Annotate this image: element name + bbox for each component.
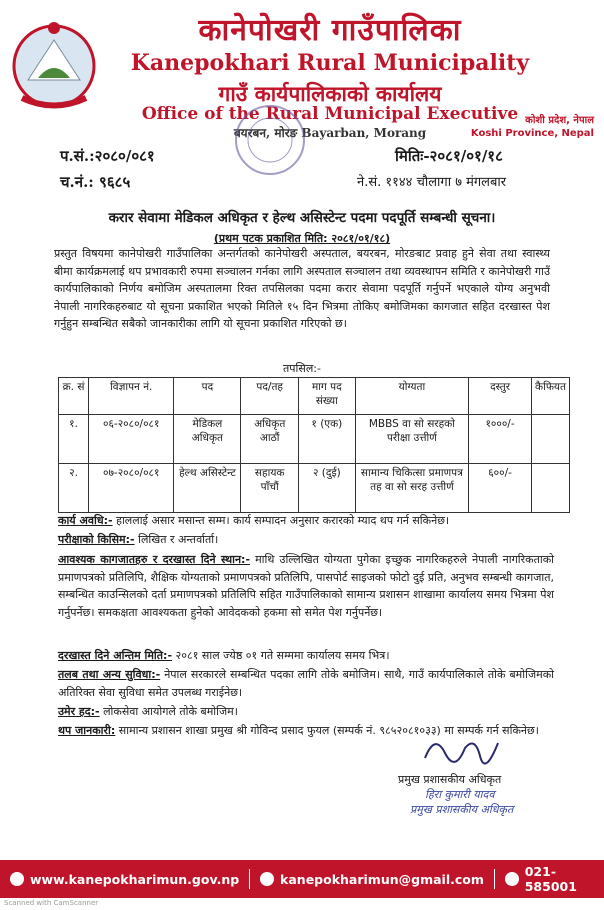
cell-fee: ६००/-	[469, 464, 532, 513]
cell-sn: १.	[59, 415, 89, 464]
mail-icon	[260, 872, 274, 886]
signatory-designation: प्रमुख प्रशासकीय अधिकृत	[410, 803, 514, 816]
vacancy-table	[58, 377, 570, 513]
cell-remarks	[532, 464, 570, 513]
cell-demand: १ (एक)	[298, 415, 355, 464]
cell-ad-no: ०७-२०८०/०८१	[89, 464, 174, 513]
signatory-title: प्रमुख प्रशासकीय अधिकृत	[398, 773, 502, 786]
cell-post: मेडिकल अधिकृत	[174, 415, 241, 464]
cell-post: हेल्थ असिस्टेन्ट	[174, 464, 241, 513]
office-name-en: Office of the Rural Municipal Executive	[141, 104, 519, 124]
province-np: कोशी प्रदेश, नेपाल	[525, 115, 594, 126]
cell-remarks	[532, 415, 570, 464]
phone-icon	[505, 872, 519, 886]
cell-level: अधिकृत आठौं	[241, 415, 298, 464]
office-name-np: गाउँ कार्यपालिकाको कार्यालय	[218, 81, 442, 106]
nepal-emblem-icon	[8, 18, 100, 118]
dispatch-number: च.नं.: ९६८५	[60, 173, 131, 191]
table-header-row	[59, 378, 570, 415]
footer-email[interactable]: kanepokharimun@gmail.com	[250, 872, 494, 887]
table-row	[59, 415, 570, 464]
footer-bar	[0, 860, 604, 898]
notice-title: करार सेवामा मेडिकल अधिकृत र हेल्थ असिस्टेन्ट पदमा पदपूर्ति सम्बन्धी सूचना।	[108, 210, 496, 226]
col-remarks: कैफियत	[532, 378, 570, 415]
section-age-limit: उमेर हद:- लोकसेवा आयोगले तोके बमोजिम।	[58, 705, 238, 718]
cell-demand: २ (दुई)	[298, 464, 355, 513]
signatory-name: हिरा कुमारी यादव	[425, 788, 495, 801]
col-ad-no: विज्ञापन नं.	[89, 378, 174, 415]
footer-website[interactable]: www.kanepokharimun.gov.np	[0, 872, 249, 887]
municipality-name-en: Kanepokhari Rural Municipality	[130, 50, 530, 76]
scanner-watermark: Scanned with CamScanner	[4, 899, 99, 907]
cell-ad-no: ०६-२०८०/०८१	[89, 415, 174, 464]
cell-qualification: MBBS वा सो सरहको परीक्षा उत्तीर्ण	[355, 415, 468, 464]
reference-number: प.सं.:२०८०/०८१	[60, 147, 155, 165]
section-work-period: कार्य अवधि:- हाललाई असार मसान्त सम्म। कार्य सम्पादन अनुसार करारको म्याद थप गर्न सकिनेछ।	[58, 514, 450, 527]
office-seal-icon	[220, 100, 320, 180]
col-level: पद/तह	[241, 378, 298, 415]
nepal-samvat-date: ने.सं. ११४४ चौलागा ७ मंगलबार	[357, 175, 507, 190]
office-address: बयरबन, मोरङ Bayarban, Morang	[233, 126, 427, 140]
province-en: Koshi Province, Nepal	[470, 128, 594, 139]
footer-phone[interactable]: 021-585001	[495, 864, 604, 894]
notice-date: मितिः-२०८१/०१/१८	[395, 147, 503, 165]
col-sn: क्र. सं	[59, 378, 89, 415]
table-row	[59, 464, 570, 513]
section-documents: आवश्यक कागजातहरु र दरखास्त दिने स्थान:- माथि उल्लिखित योग्यता पुगेका इच्छुक नागरिकहरुले नेपाली नागरिकताको प्रमाणपत्रको प्रतिलिपि, शैक्षिक योग्यताको प्रमाणपत्रको प्रतिलिपि, पासपोर्ट साइजको फोटो दुई प्रति, अनुभव सम्बन्धी कागजात, सम्बन्धित काउन्सिलको दर्ता प्रमाणपत्रको प्रतिलिपि सहित गाउँपालिकाको सामान्य प्रशासन शाखामा कार्यालय समय भित्रमा पेश गर्नुपर्नेछ। समकक्षता आवश्यकता हुनेको आवेदकको हकमा सो समेत पेश गर्नुपर्नेछ।	[58, 553, 554, 619]
col-demand: माग पद संख्या	[298, 378, 355, 415]
notice-intro: प्रस्तुत विषयमा कानेपोखरी गाउँपालिका अन्तर्गतको कानेपोखरी अस्पताल, बयरबन, मोरङबाट प्रवाह हुने सेवा तथा स्वास्थ्य बीमा कार्यक्रमलाई थप प्रभावकारी रुपमा सञ्चालन गर्नका लागि अस्पताल सञ्चालन तथा व्यवस्थापन समिति र कानेपोखरी गाउँ कार्यपालिकाको निर्णय बमोजिम अस्पतालमा रिक्त तपसिलका पदमा करार सेवामा पदपूर्ति गर्नुपर्ने भएकाले योग्य अनुभवी नेपाली नागरिकहरुबाट यो सूचना प्रकाशित भएको मितिले १५ दिन भित्रमा तोकिए बमोजिमका कागजात सहित दरखास्त पेश गर्नुहुन सम्बन्धित सबैको जानकारीका लागि यो सूचना प्रकाशित गरिएको छ।	[54, 247, 550, 330]
municipality-name-np: कानेपोखरी गाउँपालिका	[198, 13, 462, 48]
section-deadline: दरखास्त दिने अन्तिम मिति:- २०८१ साल ज्येष्ठ ०१ गते सम्ममा कार्यालय समय भित्र।	[58, 649, 390, 662]
col-post: पद	[174, 378, 241, 415]
section-more-info: थप जानकारी: सामान्य प्रशासन शाखा प्रमुख श्री गोविन्द प्रसाद फुयल (सम्पर्क नं. ९८५२०८१०३३) मा सम्पर्क गर्न सकिनेछ।	[58, 724, 539, 737]
col-fee: दस्तुर	[469, 378, 532, 415]
col-qualification: योग्यता	[355, 378, 468, 415]
cell-sn: २.	[59, 464, 89, 513]
table-caption: तपसिल:-	[283, 362, 321, 375]
cell-fee: १०००/-	[469, 415, 532, 464]
notice-subtitle: (प्रथम पटक प्रकाशित मिति: २०८१/०१/१८)	[213, 232, 391, 245]
cell-qualification: सामान्य चिकित्सा प्रमाणपत्र तह वा सो सरह उत्तीर्ण	[355, 464, 468, 513]
globe-icon	[10, 872, 24, 886]
section-salary: तलब तथा अन्य सुविधा:- नेपाल सरकारले सम्बन्धित पदका लागि तोके बमोजिम। साथै, गाउँ कार्यपालिकाले तोके बमोजिमको अतिरिक्त सेवा सुविधा समेत उपलब्ध गराईनेछ।	[58, 668, 554, 699]
cell-level: सहायक पाँचौं	[241, 464, 298, 513]
signature-icon	[420, 728, 500, 768]
section-exam-type: परीक्षाको किसिम:- लिखित र अन्तर्वार्ता।	[58, 533, 219, 546]
